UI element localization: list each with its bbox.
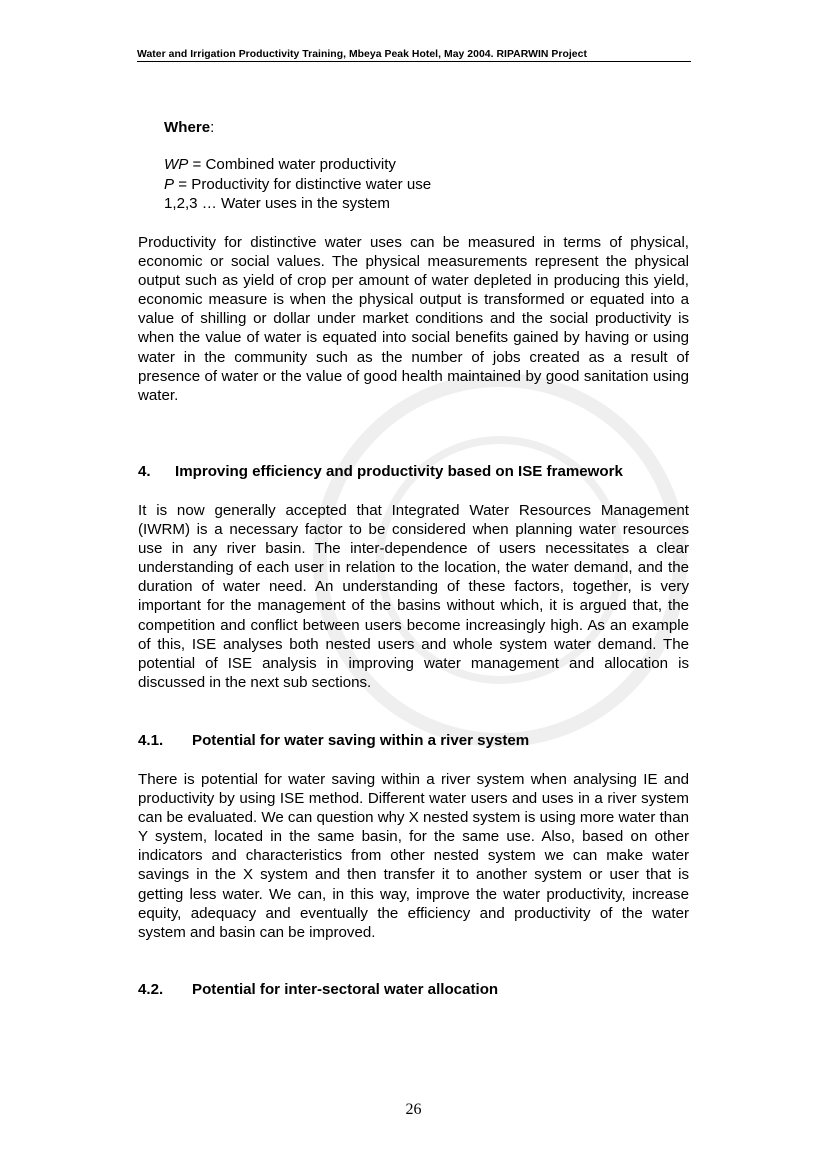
definition-wp: WP = Combined water productivity <box>164 155 396 173</box>
paragraph-iwrm: It is now generally accepted that Integrated Water Resources Management (IWRM) is a necessary factor to be considered when planning water resources use in any river basin. The inter-dependence of users necessitates a clear understanding of each user in relation to the location, the water demand, and the duration of water need. An understanding of these factors, together, is very important for the management of the basins without which, it is argued that, the competition and conflict between users become increasingly high. As an example of this, ISE analyses both nested users and whole system water demand. The potential of ISE analysis in improving water management and allocation is discussed in the next sub sections. <box>138 502 689 691</box>
definition-water-uses: 1,2,3 … Water uses in the system <box>164 195 390 213</box>
heading-section-4: 4. Improving efficiency and productivity based on ISE framework <box>138 463 623 480</box>
heading-section-4-2: 4.2. Potential for inter-sectoral water allocation <box>138 981 499 998</box>
definition-p: P = Productivity for distinctive water use <box>164 175 432 193</box>
where-block <box>164 118 431 214</box>
where-title: Where: <box>164 119 215 136</box>
heading-section-4-1: 4.1. Potential for water saving within a river system <box>138 732 530 749</box>
page-number: 26 <box>405 1101 422 1118</box>
running-header: Water and Irrigation Productivity Training, Mbeya Peak Hotel, May 2004. RIPARWIN Project <box>137 49 691 62</box>
paragraph-productivity: Productivity for distinctive water uses can be measured in terms of physical, economic or social values. The physical measurements represent the physical output such as yield of crop per amount of water depleted in producing this yield, economic measure is when the physical output is transformed or equated into a value of shilling or dollar under market conditions and the social productivity is when the value of water is equated into social benefits gained by having or using water in the community such as the number of jobs created as a result of presence of water or the value of good health maintained by good sanitation using water. <box>138 234 689 404</box>
paragraph-water-saving: There is potential for water saving within a river system when analysing IE and productivity by using ISE method. Different water users and uses in a river system can be evaluated. We can question why X nested system is using more water than Y system, located in the same basin, for the same use. Also, based on other indicators and characteristics from other nested system we can make water savings in the X system and then transfer it to another system or user that is getting less water. We can, in this way, improve the water productivity, increase equity, adequacy and eventually the efficiency and productivity of the water system and basin can be improved. <box>138 771 689 941</box>
